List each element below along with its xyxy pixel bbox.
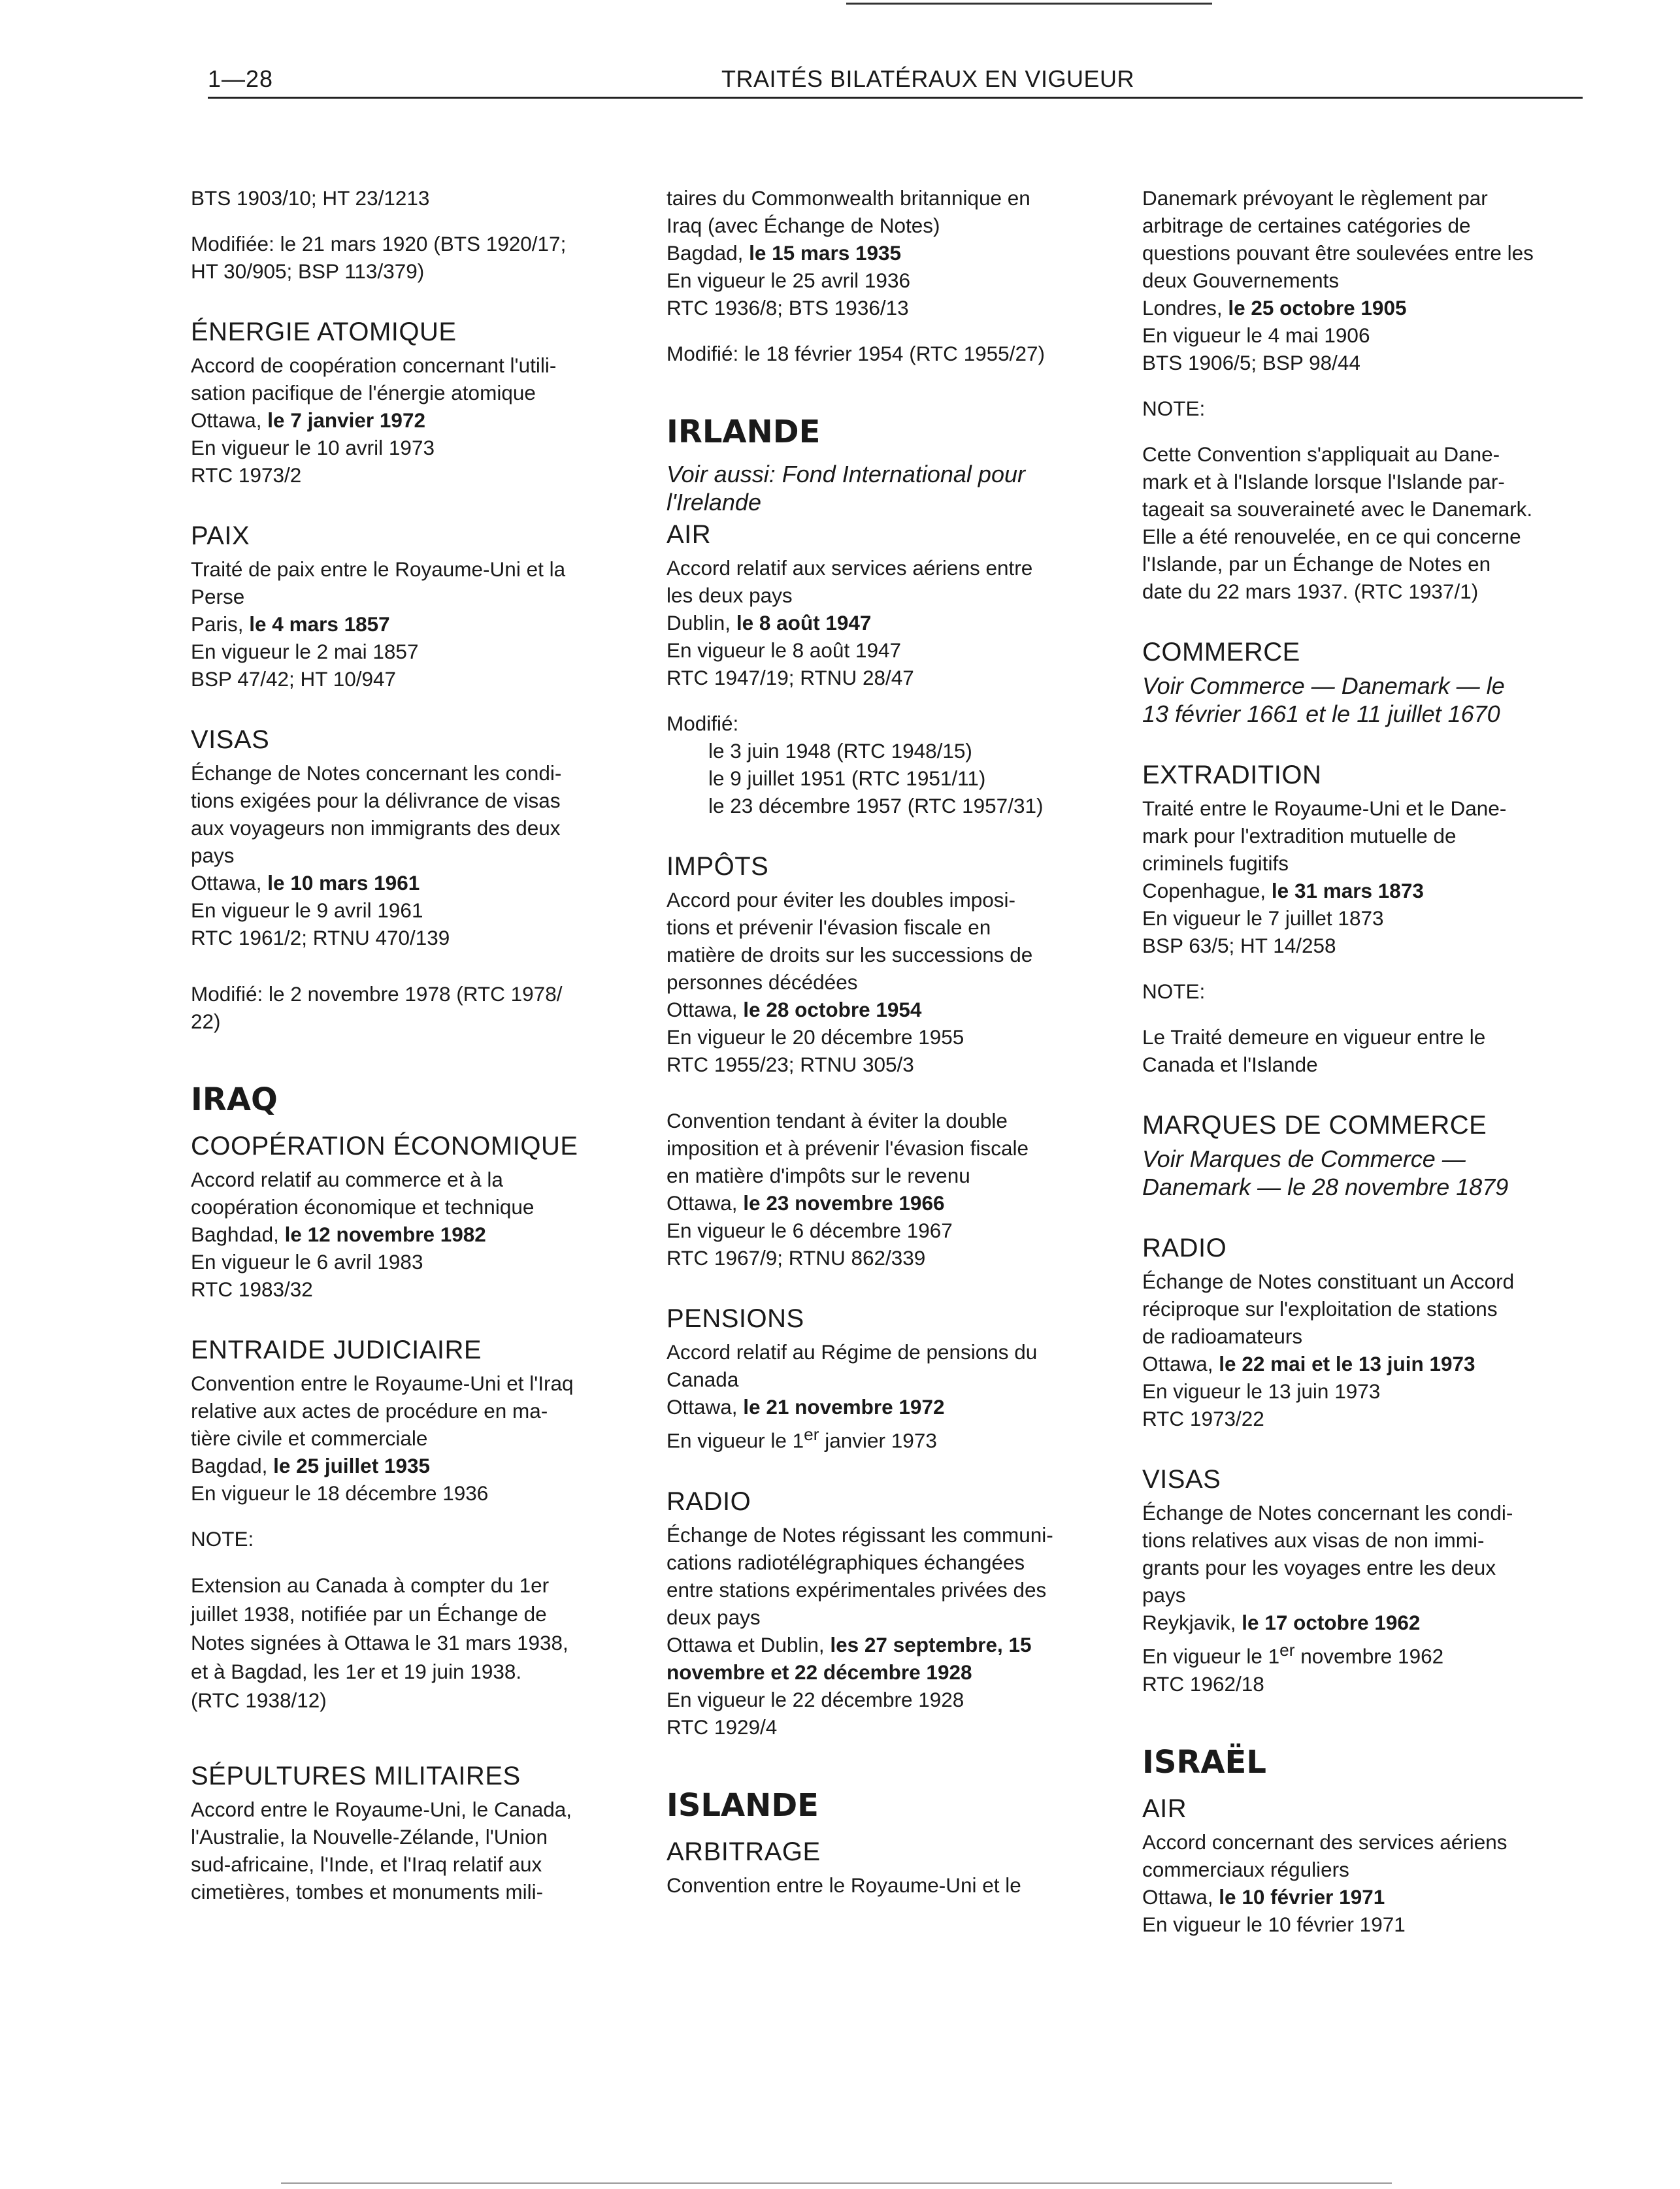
section-heading-radio: RADIO [667, 1487, 751, 1516]
see-also-reference [667, 460, 1111, 516]
note-line: (RTC 1938/12) [191, 1688, 327, 1712]
entry-place: Reykjavik, [1142, 1611, 1242, 1634]
entry-line: deux pays [667, 1605, 761, 1629]
entry-cooperation-economique [191, 1166, 622, 1303]
entry-line: En vigueur le 22 décembre 1928 [667, 1687, 964, 1711]
entry-line: RTC 1947/19; RTNU 28/47 [667, 666, 914, 689]
entry-line: Échange de Notes concernant les condi- [191, 761, 562, 785]
entry-sepultures-continued [667, 184, 1111, 321]
entry-line: aux voyageurs non immigrants des deux [191, 816, 561, 840]
entry-line: Accord de coopération concernant l'utili- [191, 354, 557, 377]
modification-line: le 3 juin 1948 (RTC 1948/15) [708, 739, 972, 763]
entry-line: questions pouvant être soulevées entre les [1142, 241, 1534, 265]
note-line: juillet 1938, notifiée par un Échange de [191, 1602, 547, 1626]
entry-line: Iraq (avec Échange de Notes) [667, 214, 940, 237]
entry-line: Échange de Notes concernant les condi- [1142, 1501, 1513, 1524]
section-heading-paix: PAIX [191, 521, 250, 550]
entry-line: Modifié: le 2 novembre 1978 (RTC 1978/ [191, 982, 563, 1006]
entry-line: En vigueur le 13 juin 1973 [1142, 1379, 1381, 1403]
entry-paix [191, 555, 622, 693]
entry-line: mark pour l'extradition mutuelle de [1142, 824, 1457, 848]
section-heading-commerce: COMMERCE [1142, 638, 1300, 667]
entry-date: novembre et 22 décembre 1928 [667, 1660, 972, 1684]
entry-modification [191, 230, 622, 285]
entry-date: le 25 octobre 1905 [1228, 296, 1407, 320]
country-heading-islande: ISLANDE [667, 1786, 819, 1824]
note-line: mark et à l'Islande lorsque l'Islande par- [1142, 470, 1505, 493]
section-heading-cooperation-economique: COOPÉRATION ÉCONOMIQUE [191, 1132, 578, 1160]
entry-line: relative aux actes de procédure en ma- [191, 1399, 548, 1423]
entry-place-date [1142, 1350, 1587, 1377]
entry-text: janvier 1973 [819, 1428, 937, 1453]
entry-line: En vigueur le 7 juillet 1873 [1142, 906, 1384, 930]
entry-date: le 31 mars 1873 [1271, 879, 1424, 902]
section-heading-sepultures-militaires: SÉPULTURES MILITAIRES [191, 1762, 521, 1790]
see-reference-line: Voir Marques de Commerce — [1142, 1145, 1466, 1172]
entry-date: le 25 juillet 1935 [273, 1454, 431, 1477]
entry-line: Canada [667, 1368, 739, 1391]
section-heading-visas: VISAS [1142, 1465, 1221, 1494]
entry-place: Baghdad, [191, 1223, 285, 1246]
entry-line: Accord relatif au commerce et à la [191, 1168, 503, 1191]
entry-arbitrage-continued [1142, 184, 1587, 376]
entry-place-date [1142, 294, 1587, 321]
entry-line: tions exigées pour la délivrance de visas [191, 789, 561, 812]
entry-line: RTC 1973/2 [191, 463, 302, 487]
entry-place: Ottawa, [667, 998, 744, 1021]
see-also-line: l'Irelande [667, 489, 761, 516]
entry-line: pays [1142, 1583, 1186, 1607]
entry-line: tière civile et commerciale [191, 1426, 428, 1450]
entry-radio-islande [1142, 1268, 1587, 1432]
entry-place-date [191, 406, 622, 434]
note-line: Le Traité demeure en vigueur entre le [1142, 1025, 1486, 1049]
section-heading-air: AIR [667, 520, 712, 549]
entry-visas-islande [1142, 1499, 1587, 1698]
entry-visas-modification [191, 980, 622, 1035]
entry-line: Perse [191, 585, 245, 608]
entry-place-date [667, 1189, 1111, 1217]
note-line: tageait sa souveraineté avec le Danemark. [1142, 497, 1533, 521]
entry-line: En vigueur le 18 décembre 1936 [191, 1481, 489, 1505]
column-2 [667, 184, 1111, 1899]
bottom-edge-rule [281, 2182, 1392, 2184]
entry-line: En vigueur le 2 mai 1857 [191, 640, 419, 663]
section-heading-energie-atomique: ÉNERGIE ATOMIQUE [191, 318, 457, 346]
entry-place-date [1142, 1883, 1587, 1911]
entry-line: commerciaux réguliers [1142, 1857, 1349, 1881]
section-heading-impots: IMPÔTS [667, 852, 769, 881]
ordinal-suffix: er [804, 1424, 819, 1444]
entry-place-date [1142, 1609, 1587, 1636]
note-line: l'Islande, par un Échange de Notes en [1142, 552, 1491, 576]
note-arbitrage [1142, 440, 1587, 605]
entry-line: 22) [191, 1010, 221, 1033]
entry-line: pays [191, 844, 235, 867]
entry-visas [191, 759, 622, 951]
entry-extradition [1142, 795, 1587, 959]
entry-date: le 17 octobre 1962 [1242, 1611, 1421, 1634]
entry-date: le 7 janvier 1972 [267, 408, 425, 432]
entry-place-date [191, 1221, 622, 1248]
entry-line [1142, 1636, 1587, 1670]
entry-line: Convention tendant à éviter la double [667, 1109, 1008, 1132]
note-line: et à Bagdad, les 1er et 19 juin 1938. [191, 1660, 522, 1683]
entry-line: coopération économique et technique [191, 1195, 535, 1219]
entry-date-continued [667, 1658, 1111, 1686]
note-line: Cette Convention s'appliquait au Dane- [1142, 442, 1500, 466]
entry-line: Convention entre le Royaume-Uni et l'Iraq [191, 1372, 574, 1395]
entry-place: Ottawa, [191, 871, 268, 895]
entry-text: novembre 1962 [1294, 1644, 1444, 1668]
note-label: NOTE: [1142, 397, 1206, 420]
entry-line: En vigueur le 20 décembre 1955 [667, 1025, 964, 1049]
entry-place-date [667, 609, 1111, 636]
entry-line: RTC 1967/9; RTNU 862/339 [667, 1246, 926, 1270]
entry-place: Ottawa, [1142, 1885, 1219, 1909]
entry-air-modifications [667, 710, 1111, 819]
entry-line: Traité entre le Royaume-Uni et le Dane- [1142, 797, 1507, 820]
note-extradition [1142, 1023, 1587, 1078]
entry-line: tions et prévenir l'évasion fiscale en [667, 915, 991, 939]
entry-line: Accord relatif aux services aériens entre [667, 556, 1033, 580]
entry-date: le 4 mars 1857 [249, 612, 390, 636]
note-line: date du 22 mars 1937. (RTC 1937/1) [1142, 580, 1479, 603]
entry-date: le 28 octobre 1954 [743, 998, 922, 1021]
entry-line: Accord concernant des services aériens [1142, 1830, 1507, 1854]
entry-text: En vigueur le 1 [1142, 1644, 1280, 1668]
entry-line: BTS 1903/10; HT 23/1213 [191, 186, 430, 210]
entry-date: le 12 novembre 1982 [284, 1223, 486, 1246]
page-header [208, 64, 1583, 99]
note-line: Canada et l'Islande [1142, 1053, 1318, 1076]
entry-date: les 27 septembre, 15 [830, 1632, 1032, 1656]
entry-air-irlande [667, 554, 1111, 691]
entry-line: Échange de Notes régissant les communi- [667, 1522, 1053, 1547]
entry-line: taires du Commonwealth britannique en [667, 186, 1030, 210]
entry-place-date [667, 996, 1111, 1023]
country-heading-iraq: IRAQ [191, 1081, 278, 1118]
modification-line: le 23 décembre 1957 (RTC 1957/31) [708, 794, 1044, 817]
entry-line: En vigueur le 10 avril 1973 [191, 436, 435, 459]
entry-line: sud-africaine, l'Inde, et l'Iraq relatif aux [191, 1852, 542, 1876]
entry-pensions [667, 1338, 1111, 1455]
entry-date: le 10 mars 1961 [267, 871, 420, 895]
entry-line: En vigueur le 6 avril 1983 [191, 1250, 423, 1274]
entry-line: En vigueur le 8 août 1947 [667, 638, 902, 662]
entry-line: l'Australie, la Nouvelle-Zélande, l'Union [191, 1825, 548, 1849]
entry-line: En vigueur le 4 mai 1906 [1142, 323, 1370, 347]
note-line: Extension au Canada à compter du 1er [191, 1573, 550, 1597]
top-edge-rule [846, 3, 1212, 5]
entry-line: Modifiée: le 21 mars 1920 (BTS 1920/17; [191, 232, 567, 255]
entry-line: RTC 1983/32 [191, 1277, 313, 1301]
entry-date: le 15 mars 1935 [749, 241, 902, 265]
entry-line: arbitrage de certaines catégories de [1142, 214, 1471, 237]
entry-line: cimetières, tombes et monuments mili- [191, 1880, 544, 1903]
entry-date: le 23 novembre 1966 [743, 1191, 945, 1215]
entry-line: RTC 1961/2; RTNU 470/139 [191, 926, 450, 949]
entry-line: Traité de paix entre le Royaume-Uni et la [191, 557, 566, 581]
entry-line: RTC 1929/4 [667, 1715, 778, 1739]
entry-place-date [667, 1393, 1111, 1421]
entry-place-date [191, 610, 622, 638]
note-line: Elle a été renouvelée, en ce qui concerne [1142, 525, 1521, 548]
entry-line: BSP 47/42; HT 10/947 [191, 667, 397, 691]
entry-date: le 8 août 1947 [736, 611, 872, 634]
entry-place: Copenhague, [1142, 879, 1272, 902]
entry-place-date [191, 1452, 622, 1479]
column-3 [1142, 184, 1587, 1938]
entry-impots-successions [667, 886, 1111, 1078]
entry-place: Ottawa, [1142, 1352, 1219, 1375]
entry-line: imposition et à prévenir l'évasion fiscale [667, 1136, 1029, 1160]
entry-line: tions relatives aux visas de non immi- [1142, 1528, 1485, 1552]
entry-line [667, 1421, 1111, 1455]
section-heading-marques-de-commerce: MARQUES DE COMMERCE [1142, 1111, 1487, 1140]
ordinal-suffix: er [1279, 1640, 1295, 1660]
entry-line: En vigueur le 25 avril 1936 [667, 269, 910, 292]
entry-line: RTC 1962/18 [1142, 1671, 1264, 1696]
entry-place-date [667, 239, 1111, 267]
see-reference-line: Danemark — le 28 novembre 1879 [1142, 1174, 1509, 1200]
entry-line: Accord relatif au Régime de pensions du [667, 1340, 1038, 1364]
entry-air-israel [1142, 1828, 1587, 1938]
entry-line: matière de droits sur les successions de [667, 943, 1033, 966]
entry-date: le 21 novembre 1972 [743, 1395, 945, 1419]
country-heading-israel: ISRAËL [1142, 1743, 1266, 1781]
entry-line: réciproque sur l'exploitation de stations [1142, 1297, 1498, 1321]
entry-place: Paris, [191, 612, 250, 636]
see-reference-commerce [1142, 672, 1587, 728]
entry-impots-revenu [667, 1107, 1111, 1272]
entry-place: Bagdad, [667, 241, 749, 265]
entry-place: Ottawa et Dublin, [667, 1632, 831, 1656]
entry-line: sation pacifique de l'énergie atomique [191, 381, 536, 404]
see-reference-line: Voir Commerce — Danemark — le [1142, 672, 1505, 699]
entry-modification: Modifié: le 18 février 1954 (RTC 1955/27) [667, 342, 1045, 365]
section-heading-pensions: PENSIONS [667, 1304, 804, 1333]
column-1 [191, 184, 622, 1905]
see-reference-line: 13 février 1661 et le 11 juillet 1670 [1142, 700, 1500, 727]
section-heading-extradition: EXTRADITION [1142, 761, 1322, 789]
entry-place: Londres, [1142, 296, 1228, 320]
section-heading-arbitrage: ARBITRAGE [667, 1837, 821, 1866]
section-heading-radio: RADIO [1142, 1234, 1227, 1262]
note-entraide [191, 1571, 622, 1715]
entry-energie-atomique [191, 352, 622, 489]
note-label: NOTE: [1142, 979, 1206, 1003]
entry-sepultures-militaires [191, 1796, 622, 1905]
entry-line: Accord entre le Royaume-Uni, le Canada, [191, 1798, 572, 1821]
entry-radio-irlande [667, 1521, 1111, 1741]
page-number: 1—28 [208, 65, 274, 92]
note-line: Notes signées à Ottawa le 31 mars 1938, [191, 1631, 568, 1654]
section-heading-air: AIR [1142, 1794, 1187, 1823]
entry-line: grants pour les voyages entre les deux [1142, 1556, 1496, 1579]
entry-bts [191, 184, 622, 212]
entry-entraide-judiciaire [191, 1370, 622, 1507]
modification-line: le 9 juillet 1951 (RTC 1951/11) [708, 766, 986, 790]
entry-line: En vigueur le 9 avril 1961 [191, 898, 423, 922]
entry-line: personnes décédées [667, 970, 858, 994]
modification-label: Modifié: [667, 712, 739, 735]
country-heading-irlande: IRLANDE [667, 414, 821, 450]
entry-place: Dublin, [667, 611, 736, 634]
entry-line: en matière d'impôts sur le revenu [667, 1164, 970, 1187]
entry-line: criminels fugitifs [1142, 851, 1289, 875]
entry-line: En vigueur le 6 décembre 1967 [667, 1219, 953, 1242]
note-label: NOTE: [191, 1527, 254, 1551]
see-also-line: Voir aussi: Fond International pour [667, 461, 1025, 487]
entry-line: RTC 1955/23; RTNU 305/3 [667, 1053, 914, 1076]
entry-line: Danemark prévoyant le règlement par [1142, 186, 1488, 210]
entry-line: RTC 1936/8; BTS 1936/13 [667, 296, 909, 320]
running-title: TRAITÉS BILATÉRAUX EN VIGUEUR [721, 65, 1134, 92]
entry-line: En vigueur le 10 février 1971 [1142, 1912, 1406, 1936]
entry-arbitrage: Convention entre le Royaume-Uni et le [667, 1873, 1021, 1897]
entry-line: de radioamateurs [1142, 1325, 1303, 1348]
see-reference-marques [1142, 1145, 1587, 1201]
entry-date: le 10 février 1971 [1219, 1885, 1385, 1909]
entry-line: cations radiotélégraphiques échangées [667, 1550, 1025, 1574]
entry-place: Ottawa, [191, 408, 268, 432]
entry-date: le 22 mai et le 13 juin 1973 [1219, 1352, 1475, 1375]
entry-place: Bagdad, [191, 1454, 274, 1477]
entry-line: entre stations expérimentales privées des [667, 1577, 1047, 1602]
entry-place-date [1142, 877, 1587, 904]
entry-line: HT 30/905; BSP 113/379) [191, 259, 425, 283]
entry-line: BTS 1906/5; BSP 98/44 [1142, 351, 1360, 374]
entry-line: Accord pour éviter les doubles imposi- [667, 888, 1015, 912]
entry-line: BSP 63/5; HT 14/258 [1142, 934, 1336, 957]
entry-line: Échange de Notes constituant un Accord [1142, 1270, 1515, 1293]
entry-line: les deux pays [667, 584, 793, 607]
entry-text: En vigueur le 1 [667, 1428, 804, 1453]
entry-place-date [191, 869, 622, 897]
entry-place-date [667, 1631, 1111, 1658]
section-heading-visas: VISAS [191, 725, 270, 754]
entry-line: deux Gouvernements [1142, 269, 1340, 292]
entry-line: RTC 1973/22 [1142, 1407, 1264, 1430]
entry-place: Ottawa, [667, 1395, 744, 1419]
section-heading-entraide-judiciaire: ENTRAIDE JUDICIAIRE [191, 1336, 482, 1364]
entry-place: Ottawa, [667, 1191, 744, 1215]
